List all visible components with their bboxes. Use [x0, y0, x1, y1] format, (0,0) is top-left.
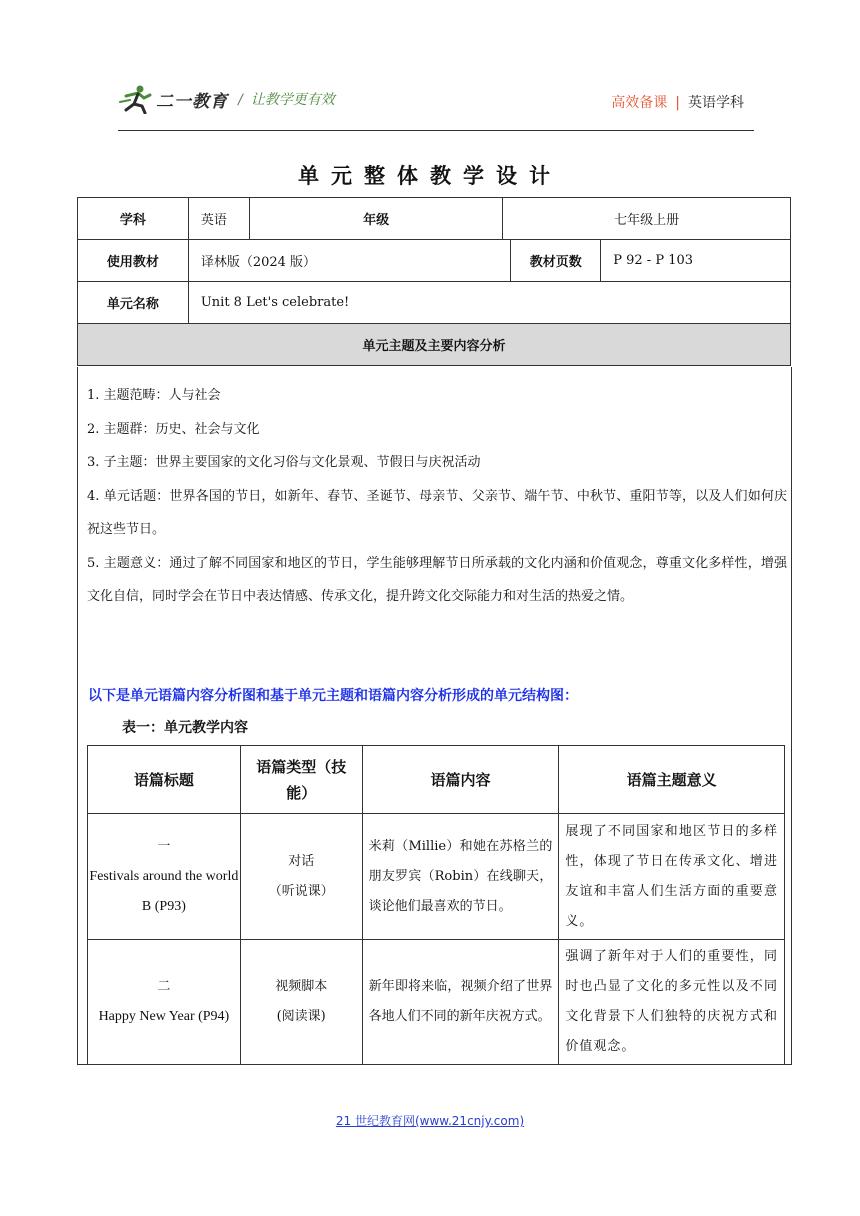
table-row: [88, 940, 785, 1065]
analysis-item: 5. 主题意义：通过了解不同国家和地区的节日，学生能够理解节日所承载的文化内涵和价值观念，尊重文化多样性，增强文化自信，同时学会在节日中表达情感、传承文化，提升跨文化交际能力和对生活的热爱之情。: [87, 555, 787, 604]
textbook-value: 译林版（2024 版）: [188, 240, 511, 282]
grade-value: 七年级上册: [503, 198, 791, 240]
meta-table: [77, 197, 791, 366]
header-content: 语篇内容: [362, 746, 559, 814]
row-number: 一: [157, 838, 171, 854]
table-header-row: [88, 746, 785, 814]
slash-divider: /: [238, 92, 243, 108]
type-skill: (阅读课): [276, 1009, 326, 1024]
cell-title: [88, 940, 241, 1065]
row-title: Festivals around the world B (P93): [89, 868, 239, 914]
slogan: [238, 89, 335, 109]
type-main: 对话: [288, 853, 315, 869]
analysis-item: 1. 主题范畴：人与社会: [87, 388, 221, 403]
meta-row-subject: [78, 198, 791, 240]
header-type: 语篇类型（技能）: [240, 746, 362, 814]
subject-value: 英语: [188, 198, 249, 240]
cell-content: 米莉（Millie）和她在苏格兰的朋友罗宾（Robin）在线聊天，谈论他们最喜欢的节日。: [362, 814, 559, 940]
footer-link[interactable]: 21 世纪教育网(www.21cnjy.com): [335, 1114, 525, 1128]
meta-row-unit: [78, 282, 791, 324]
textbook-label: 使用教材: [78, 240, 189, 282]
page-header: [118, 82, 754, 131]
meta-row-textbook: [78, 240, 791, 282]
analysis-item: 2. 主题群：历史、社会与文化: [87, 421, 260, 437]
cell-title: [88, 814, 241, 940]
content-table: [87, 745, 785, 1065]
header-meaning: 语篇主题意义: [559, 746, 785, 814]
cell-meaning: 展现了不同国家和地区节日的多样性，体现了节日在传承文化、增进友谊和丰富人们生活方面的重要意义。: [559, 814, 785, 940]
intro-text: 以下是单元语篇内容分析图和基于单元主题和语篇内容分析形成的单元结构图：: [88, 688, 578, 704]
runner-logo-icon: [118, 84, 154, 114]
analysis-list: [87, 379, 787, 614]
header-title: 语篇标题: [88, 746, 241, 814]
document-title: 单元整体教学设计: [298, 163, 562, 188]
slogan-text: 让教学更有效: [250, 92, 335, 108]
table-row: [88, 814, 785, 940]
pages-label: 教材页数: [511, 240, 601, 282]
logo: [118, 84, 335, 114]
logo-text: 二一教育: [156, 91, 228, 112]
meta-row-section: [78, 324, 791, 366]
row-number: 二: [157, 979, 171, 994]
header-right: [611, 92, 744, 112]
analysis-item: 4. 单元话题：世界各国的节日，如新年、春节、圣诞节、母亲节、父亲节、端午节、中秋节、重阳节等，以及人们如何庆祝这些节日。: [87, 488, 787, 537]
type-main: 视频脚本: [275, 979, 328, 994]
type-skill: （听说课）: [268, 883, 334, 899]
analysis-box: [77, 367, 792, 1065]
section-heading: 单元主题及主要内容分析: [78, 324, 791, 366]
header-separator: |: [675, 95, 680, 111]
pages-value: P 92 - P 103: [601, 240, 791, 282]
unit-value: Unit 8 Let's celebrate!: [188, 282, 790, 324]
row-title: Happy New Year (P94): [98, 1009, 230, 1024]
cell-type: [240, 940, 362, 1065]
cell-meaning: 强调了新年对于人们的重要性，同时也凸显了文化的多元性以及不同文化背景下人们独特的庆祝方式和价值观念。: [559, 940, 785, 1065]
cell-content: 新年即将来临，视频介绍了世界各地人们不同的新年庆祝方式。: [362, 940, 559, 1065]
header-accent: 高效备课: [611, 95, 668, 111]
grade-label: 年级: [249, 198, 503, 240]
subject-label: 学科: [78, 198, 189, 240]
analysis-item: 3. 子主题：世界主要国家的文化习俗与文化景观、节假日与庆祝活动: [87, 455, 481, 470]
table-caption: 表一：单元教学内容: [122, 720, 248, 736]
header-subject: 英语学科: [688, 95, 744, 111]
cell-type: [240, 814, 362, 940]
unit-label: 单元名称: [78, 282, 189, 324]
